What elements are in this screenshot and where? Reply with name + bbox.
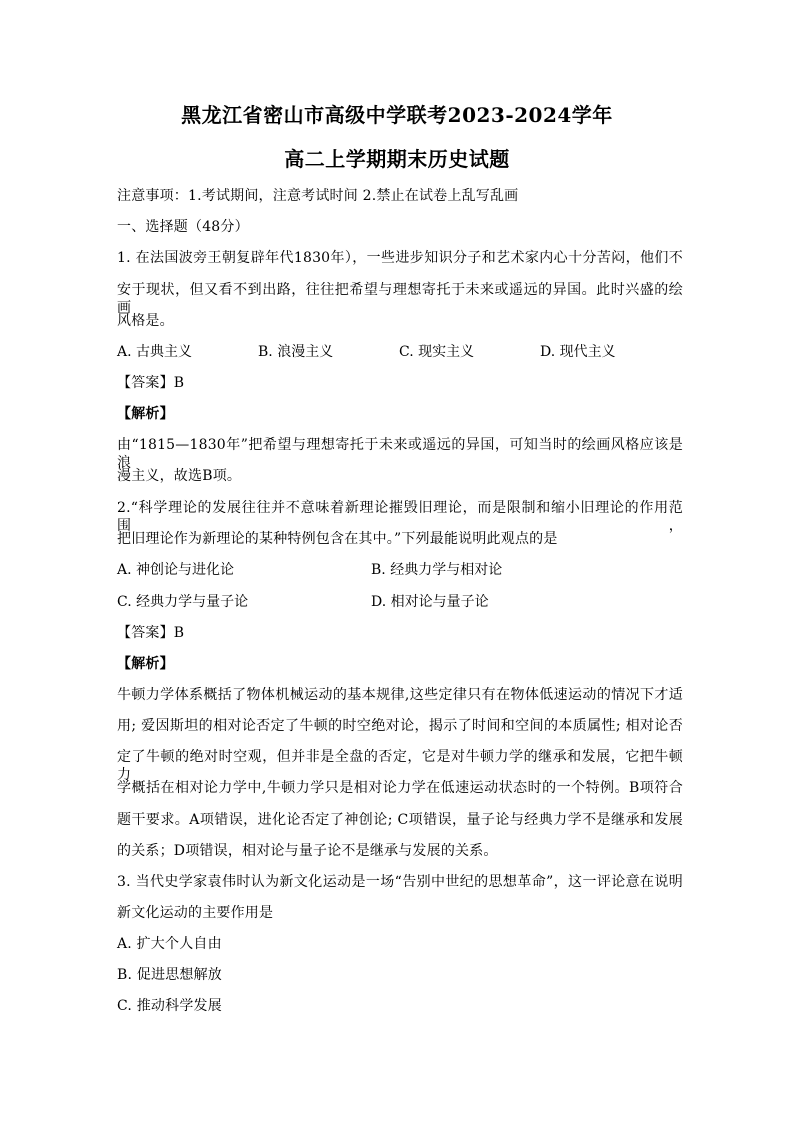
q1-option-b: B. 浪漫主义	[258, 344, 334, 360]
q2-analysis-line: 题干要求。A项错误，进化论否定了神创论; C项错误，量子论与经典力学不是继承和发展	[117, 812, 683, 828]
q2-analysis-line: 用; 爱因斯坦的相对论否定了牛顿的时空绝对论，揭示了时间和空间的本质属性; 相对论否	[117, 718, 683, 734]
q1-option-d: D. 现代主义	[540, 344, 616, 360]
q3-stem-line: 新文化运动的主要作用是	[117, 905, 274, 921]
q1-stem-line: 1. 在法国波旁王朝复辟年代1830年），一些进步知识分子和艺术家内心十分苦闷，他们不	[117, 250, 683, 266]
q2-answer: 【答案】B	[117, 625, 185, 641]
q3-stem-line: 3. 当代史学家袁伟时认为新文化运动是一场“告别中世纪的思想革命”，这一评论意在说明	[117, 874, 683, 890]
notice-text: 注意事项：1.考试期间，注意考试时间 2.禁止在试卷上乱写乱画	[117, 188, 519, 204]
q2-option-c: C. 经典力学与量子论	[117, 594, 249, 610]
exam-title-line2: 高二上学期期末历史试题	[284, 147, 510, 171]
q1-stem-line: 安于现状，但又看不到出路，往往把希望与理想寄托于未来或遥远的异国。此时兴盛的绘画	[117, 282, 683, 316]
q3-option-b: B. 促进思想解放	[117, 967, 222, 983]
q3-option-a: A. 扩大个人自由	[117, 936, 222, 952]
q2-analysis-line: 牛顿力学体系概括了物体机械运动的基本规律,这些定律只有在物体低速运动的情况下才适	[117, 687, 683, 703]
q2-analysis-line: 定了牛顿的绝对时空观，但并非是全盘的否定，它是对牛顿力学的继承和发展，它把牛顿力	[117, 749, 683, 783]
q2-option-a: A. 神创论与进化论	[117, 562, 235, 578]
exam-title-line1: 黑龙江省密山市高级中学联考2023-2024学年	[181, 103, 613, 127]
q2-option-b: B. 经典力学与相对论	[371, 562, 503, 578]
q1-analysis-label: 【解析】	[117, 406, 174, 422]
q2-stem-line: 把旧理论作为新理论的某种特例包含在其中。”下列最能说明此观点的是	[117, 531, 558, 547]
q2-stem-line: 2.“科学理论的发展往往并不意味着新理论摧毁旧理论，而是限制和缩小旧理论的作用范围，	[117, 500, 683, 534]
section-heading: 一、选择题（48分）	[117, 219, 249, 235]
q2-analysis-label: 【解析】	[117, 656, 174, 672]
q2-analysis-line: 的关系；D项错误，相对论与量子论不是继承与发展的关系。	[117, 843, 498, 859]
q1-answer: 【答案】B	[117, 375, 185, 391]
q1-stem-line: 风格是。	[117, 313, 174, 329]
q2-option-d: D. 相对论与量子论	[371, 594, 489, 610]
q1-analysis-line: 漫主义，故选B项。	[117, 468, 242, 484]
q1-option-c: C. 现实主义	[399, 344, 475, 360]
q1-option-a: A. 古典主义	[117, 344, 193, 360]
q3-option-c: C. 推动科学发展	[117, 998, 222, 1014]
q1-analysis-line: 由“1815—1830年”把希望与理想寄托于未来或遥远的异国，可知当时的绘画风格应该是浪	[117, 437, 683, 471]
q2-analysis-line: 学概括在相对论力学中,牛顿力学只是相对论力学在低速运动状态时的一个特例。B项符合	[117, 780, 683, 796]
